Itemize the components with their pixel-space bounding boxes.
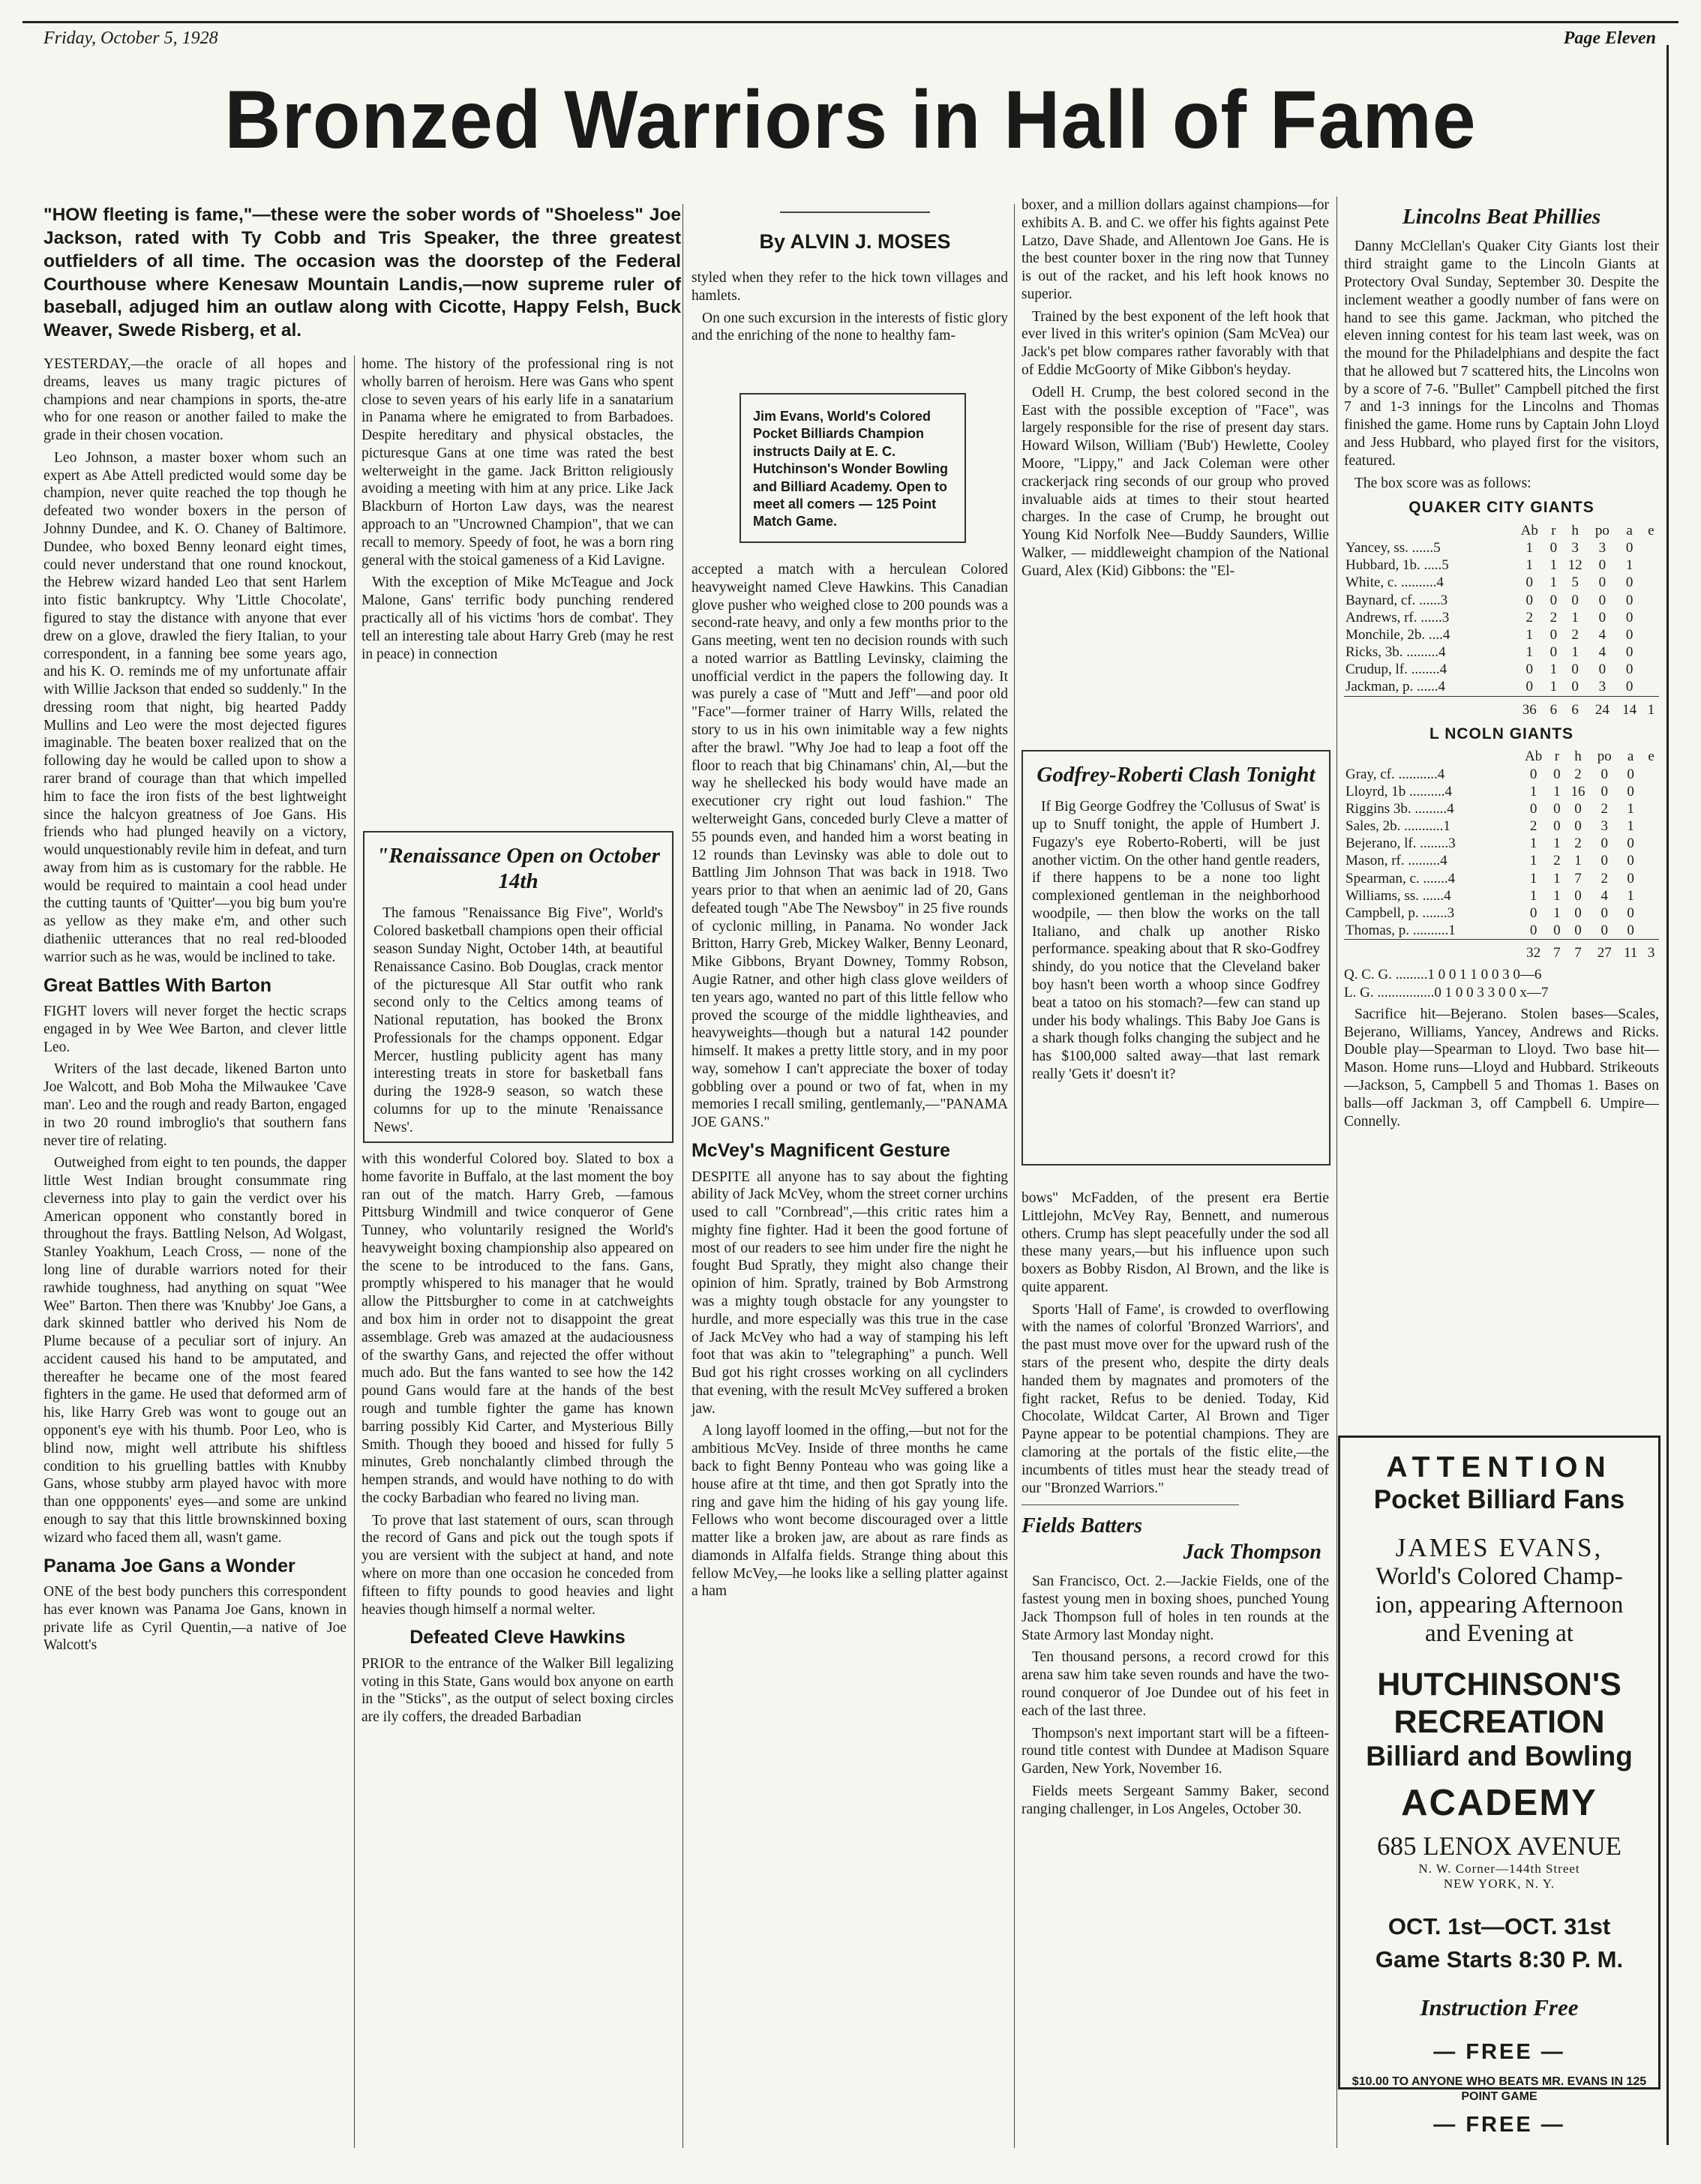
stat-cell: 1 [1571, 609, 1579, 626]
column-3 [692, 230, 1008, 350]
stat-cell: 4 [1598, 644, 1606, 661]
stat-cell: 7 [1574, 870, 1582, 886]
stat-cell: 0 [1553, 922, 1561, 939]
score-row [1344, 783, 1659, 800]
ad-venue-sub: Billiard and Bowling [1366, 1741, 1633, 1772]
player-name: Riggins 3b. .........4 [1346, 800, 1454, 817]
line-score-lg: L. G. ................0 1 0 0 3 3 0 0 x—7 [1344, 984, 1549, 1000]
paragraph: Fields meets Sergeant Sammy Baker, second ranging challenger, in Los Angeles, October 30. [1022, 1783, 1329, 1817]
paragraph: bows" McFadden, of the present era Bertie Littlejohn, McVey Ray, Bennett, and numerous others. Crump has slept peacefully under the sod all these many years,—but his influence upon such boxers as Bobby Risdon, Al Brown, and the like is quite apparent. [1022, 1190, 1329, 1295]
ad-dates: OCT. 1st—OCT. 31st [1388, 1913, 1611, 1940]
score-row [1344, 852, 1659, 869]
ad-city: NEW YORK, N. Y. [1443, 1876, 1556, 1891]
stat-cell: 1 [1627, 818, 1634, 835]
stat-cell: 16 [1570, 783, 1586, 800]
paragraph: Sacrifice hit—Bejerano. Stolen bases—Scales, Bejerano, Williams, Yancey, Andrews and Ricks. Double play—Spearman to Lloyd. Two base hit—Mason. Home runs—Lloyd and Hubbard. Strikeouts—Jackson, 5, Campbell 5 and Thomas 1. Bases on balls—off Jackman 3, off Campbell 6. Umpire—Connelly. [1344, 1006, 1659, 1130]
team-title: QUAKER CITY GIANTS [1408, 499, 1594, 517]
fields-title-line-1: Fields Batters [1022, 1514, 1143, 1538]
paragraph: To prove that last statement of ours, scan through the record of Gans and pick out the tough spots if you are versient with the subject at hand, and note where on more than one occasion he conceded from fifteen to fifty pounds to good heavies and light heavies though himself a normal welter. [362, 1512, 674, 1618]
stat-cell: 0 [1627, 904, 1634, 921]
column-4-lower [1022, 1190, 1329, 1822]
stat-cell: 1 [1550, 557, 1558, 574]
stat-cell: 1 [1550, 662, 1558, 678]
paragraph: YESTERDAY,—the oracle of all hopes and dreams, leaves us many tragic pictures of champions and near champions in sports, the-atre who for one reason or another failed to make the grade in their chosen vocation. [44, 356, 346, 444]
stat-cell: 0 [1627, 783, 1634, 800]
ad-line: and Evening at [1425, 1620, 1574, 1648]
player-name: Lloyrd, 1b ..........4 [1346, 783, 1452, 800]
stat-cell: 2 [1550, 609, 1558, 626]
stat-cell: 0 [1598, 574, 1606, 591]
player-name: Bejerano, lf. ........3 [1346, 836, 1456, 852]
ad-line: World's Colored Champ- [1376, 1563, 1623, 1591]
stat-cell: 5 [1571, 574, 1579, 591]
team-title: L NCOLN GIANTS [1429, 724, 1574, 742]
stat-cell: 1 [1526, 626, 1534, 643]
score-row [1344, 818, 1659, 835]
stat-cell: 0 [1627, 766, 1634, 782]
player-name: Yancey, ss. ......5 [1346, 540, 1441, 556]
paragraph: A long layoff loomed in the offing,—but not for the ambitious McVey. Inside of three months he came back to fight Benny Ponteau who was going like a house afire at tht time, and then got Spratly into the ring and gave him the hiding of his gay young life. Fellows who wont become discouraged over a little matter like a broken jaw, are about as rare finds as diamonds in Alfalfa fields. Strange thing about this fellow McVey,—he looks like a selling platter against a ham [692, 1423, 1008, 1600]
stat-cell: 1 [1550, 574, 1558, 591]
score-row [1344, 904, 1659, 922]
issue-date: Friday, October 5, 1928 [44, 28, 218, 48]
stat-cell: 0 [1574, 887, 1582, 904]
player-name: Ricks, 3b. .........4 [1346, 644, 1446, 661]
score-row [1344, 678, 1659, 696]
stat-cell: 3 [1600, 818, 1609, 835]
ad-venue: RECREATION [1394, 1703, 1605, 1740]
column-1 [44, 356, 346, 1659]
column-2-lower [362, 1150, 674, 1731]
ad-name: JAMES EVANS, [1395, 1533, 1604, 1563]
stat-cell: 0 [1625, 662, 1634, 678]
stat-cell: 0 [1574, 800, 1582, 817]
paragraph: Danny McClellan's Quaker City Giants lost their third straight game to the Lincoln Giants at Protectory Oval Sunday, September 30. Despite the inclement weather a goodly number of fans were on hand to see this game. Jackman, who pitched the eleven inning contest for his team last week, was on the mound for the Philadelphians and despite the fact that he allowed but 7 scattered hits, the Lincolns won by a score of 7-6. "Bullet" Campbell pitched the first 7 and 1-3 innings for the Lincolns and Thomas finished the game. Home runs by Captain John Lloyd and Jess Hubbard, who played first for the visitors, featured. [1344, 238, 1659, 469]
score-row [1344, 887, 1659, 904]
stat-cell: 0 [1625, 644, 1634, 661]
ad-instruction: Instruction Free [1420, 1994, 1579, 2020]
subheading: Great Battles With Barton [44, 974, 272, 996]
ad-free: — FREE — [1433, 2113, 1565, 2138]
score-row [1344, 556, 1659, 574]
stat-cell: 0 [1571, 679, 1579, 695]
player-name: Andrews, rf. ......3 [1346, 609, 1450, 626]
score-row [1344, 766, 1659, 783]
right-edge-rule [1666, 45, 1669, 2145]
player-name: White, c. ..........4 [1346, 574, 1444, 591]
stat-cell: 1 [1553, 904, 1561, 921]
stat-cell: 0 [1529, 922, 1538, 939]
score-row [1344, 870, 1659, 887]
paragraph: Trained by the best exponent of the left hook that ever lived in this writer's opinion (Sam McVea) our Jack's pet blow compares rather favorably with that of Eddie McGoorty of Mike Gibbon's heyday. [1022, 308, 1329, 379]
column-5 [1344, 204, 1659, 1135]
stat-cell: 2 [1600, 800, 1609, 817]
page-number: Page Eleven [1563, 28, 1656, 48]
stat-cell: 4 [1598, 626, 1606, 643]
stat-cell: 0 [1625, 626, 1634, 643]
player-name: Spearman, c. .......4 [1346, 870, 1456, 886]
score-row [1344, 626, 1659, 644]
renaissance-box [363, 831, 674, 1143]
player-name: Sales, 2b. ...........1 [1346, 818, 1450, 835]
ad-academy: ACADEMY [1401, 1782, 1598, 1823]
score-row [1344, 592, 1659, 609]
paragraph: home. The history of the professional ring is not wholly barren of heroism. Here was Gans who spent close to seven years of his early life in a sanatarium in Panama where he emigrated to from Barbadoes. Despite hereditary and physical obstacles, the picturesque Gans at one time was rated the best welterweight in the game. Jack Britton religiously avoiding a meeting with him at any price. Like Jack Blackburn of Horton Law days, was the nearest approach to an "Uncrowned Champion", that we can recall to memory. Speedy of foot, he was a born ring general with the stoical gameness of a Kid Lavigne. [362, 356, 674, 568]
paragraph: DESPITE all anyone has to say about the fighting ability of Jack McVey, whom the street corner urchins used to call "Cornbread",—this critic rates him a mighty fine fighter. Had it been the good fortune of most of our readers to see him under fire the night he fought Bud Spratly, they might also change their opinion of him. Spratly, trained by Bob Armstrong was a mighty tough obstacle for any youngster to hurdle, and more especially was this true in the case of Jack McVey who had a way of stamping his left foot that was akin to "telegraphing" a punch. Well Bud got his right crosses working on all cyclinders that evening, with the result McVey suffered a broken jaw. [692, 1168, 1008, 1417]
subheading: Defeated Cleve Hawkins [410, 1627, 626, 1648]
subheading: Panama Joe Gans a Wonder [44, 1555, 296, 1576]
stat-cell: 0 [1627, 870, 1634, 886]
ad-line: ion, appearing Afternoon [1375, 1592, 1624, 1619]
stat-cell: 1 [1553, 783, 1561, 800]
stat-cell: 0 [1571, 592, 1579, 608]
paragraph: Writers of the last decade, likened Barton unto Joe Walcott, and Bob Moha the Milwaukee 'Cave man'. Leo and the rough and ready Barton, engaged in two 20 round imbroglio's that southern fans never tire of relating. [44, 1061, 346, 1149]
stat-cell: 1 [1627, 800, 1634, 817]
column-4 [1022, 196, 1329, 584]
box-body: If Big George Godfrey the 'Collusus of Swat' is up to Snuff tonight, the apple of Humbert J. Fugazy's eye Roberto-Roberti, will be just another victim. On the other hand gentle readers, if there happens to be a none too light complexioned gentleman in the neighborhood woodpile, — then blow the works on the tall Italiano, and chalk up another Risko performance. speaking about that R sko-Godfrey shindy, do you notice that the Cleveland baker boy hasn't been worth a whoop since Godfrey beat a tatoo on his stomach?—few can stand up under his body whalings. This Baby Joe Gans is a shark though folks changing the subject and he has $100,000 salted away—that last remark really 'Gets it' doesn't it? [1032, 799, 1320, 1082]
baseball-headline: Lincolns Beat Phillies [1402, 205, 1601, 229]
stat-cell: 0 [1550, 626, 1558, 643]
ad-venue: HUTCHINSON'S [1377, 1666, 1622, 1703]
column-2 [362, 356, 674, 668]
stat-cell: 4 [1600, 887, 1609, 904]
deck-text: "HOW fleeting is fame,"—these were the sober words of "Shoeless" Joe Jackson, rated with Ty Cobb and Tris Speaker, the three greatest outfielders of all time. The occasion was the doorstep of the Federal Courthouse where Kenesaw Mountain Landis,—now supreme ruler of baseball, adjuged him an outlaw along with Cicotte, Happy Felsh, Buck Weaver, Swede Risberg, et al. [44, 205, 681, 341]
paragraph: PRIOR to the entrance of the Walker Bill legalizing voting in this State, Gans would box anyone on earth in the "Sticks", as the output of select boxing circles are ily coffers, the dreaded Barbadian [362, 1655, 674, 1726]
player-name: Gray, cf. ...........4 [1346, 766, 1445, 782]
ad-offer: $10.00 TO ANYONE WHO BEATS MR. EVANS IN 125 POINT GAME [1352, 2074, 1647, 2104]
stat-cell: 1 [1627, 887, 1634, 904]
stat-cell: 0 [1598, 592, 1606, 608]
box-score-quaker [1344, 522, 1659, 718]
stat-cell: 1 [1526, 644, 1534, 661]
paragraph: ONE of the best body punchers this correspondent has ever known was Panama Joe Gans, known in private life as Cyril Quentin,—a native of Joe Walcott's [44, 1584, 346, 1654]
stat-cell: 0 [1571, 662, 1579, 678]
score-row [1344, 800, 1659, 818]
player-name: Campbell, p. .......3 [1346, 904, 1455, 921]
player-name: Jackman, p. ......4 [1346, 679, 1445, 695]
score-row [1344, 574, 1659, 591]
stat-cell: 0 [1625, 574, 1634, 591]
player-name: Mason, rf. .........4 [1346, 853, 1448, 869]
score-total-row: 32 7 7 27 11 3 [1344, 940, 1659, 962]
ad-address: 685 LENOX AVENUE [1376, 1831, 1622, 1861]
stat-cell: 0 [1526, 679, 1534, 695]
stat-cell: 2 [1600, 870, 1609, 886]
stat-cell: 1 [1526, 540, 1534, 556]
stat-cell: 1 [1550, 679, 1558, 695]
column-divider [682, 204, 683, 2148]
stat-cell: 0 [1625, 540, 1634, 556]
stat-cell: 1 [1529, 783, 1538, 800]
score-row [1344, 661, 1659, 678]
paragraph: San Francisco, Oct. 2.—Jackie Fields, one of the fastest young men in boxing shoes, punched Young Jack Thompson full of holes in ten rounds at the State Armory last Monday night. [1022, 1574, 1329, 1643]
stat-cell: 0 [1625, 679, 1634, 695]
stat-cell: 0 [1550, 592, 1558, 608]
stat-cell: 0 [1574, 904, 1582, 921]
stat-cell: 1 [1574, 853, 1582, 869]
stat-cell: 2 [1526, 609, 1534, 626]
score-total-row: 36 6 6 24 14 1 [1344, 696, 1659, 718]
stat-cell: 1 [1529, 887, 1538, 904]
stat-cell: 0 [1600, 783, 1609, 800]
ad-free: — FREE — [1433, 2040, 1565, 2065]
article-deck [44, 204, 681, 343]
main-headline: Bronzed Warriors in Hall of Fame [224, 74, 1477, 166]
stat-cell: 0 [1598, 609, 1606, 626]
stat-cell: 0 [1529, 766, 1538, 782]
paragraph: styled when they refer to the hick town villages and hamlets. [692, 269, 1008, 304]
score-header: Ab r h po a e [1524, 748, 1654, 765]
ad-attention: ATTENTION [1386, 1451, 1612, 1484]
player-name: Thomas, p. ..........1 [1346, 922, 1456, 939]
godfrey-box [1022, 750, 1330, 1166]
stat-cell: 0 [1600, 853, 1609, 869]
paragraph: Leo Johnson, a master boxer whom such an expert as Abe Attell predicted would some day be champion, never quite reached the top though he defeated two wonder boxers in the person of Johnny Dundee, and K. O. Chaney of Baltimore. Dundee, who boxed Benny leonard eight times, could never understand that one round knockout, the Hebrew wizard handed Leo that sent Harlem into fistic bankruptcy. Why 'Little Chocolate', figured to stay the distance with anyone that ever drew on a glove, drawled the fiery Italian, to your correspondent, in a fanning bee some years ago, and his K. O. reminds me of my unfortunate affair with Willie Jackson that ended so suddenly." In the dressing room that night, big hearted Paddy Mullins and Leo were the most dejected figures imaginable. The beaten boxer realized that on the following day he would be called upon to show a rarer brand of courage than that which impelled him to face the iron fists of the best lightweight since the halcyon greatness of Joe Gans. His friends who had plunged heavily on a victory, would unquestionably revile him in defeat, and turn away from him as is customary for the rabble. He would be required to maintain a cool head under the cutting taunts of 'Quitter'—you big bum you're as yellow as they make e'm, and other such diatheniic utterances that no real red-blooded warrior such as he was, would be inclined to take. [44, 449, 346, 965]
stat-cell: 0 [1627, 922, 1634, 939]
column-divider [1014, 204, 1015, 2148]
fields-title-line-2: Jack Thompson [1183, 1540, 1322, 1564]
paragraph: boxer, and a million dollars against champions—for exhibits A. B. and C. we offer his fights against Pete Latzo, Dave Shade, and Allentown Joe Gans. He is the best counter boxer in the ring now that Tunney is out of the racket, and his left hook knows no superior. [1022, 197, 1329, 302]
stat-cell: 1 [1553, 870, 1561, 886]
stat-cell: 2 [1529, 818, 1538, 835]
stat-cell: 0 [1550, 540, 1558, 556]
column-divider [354, 356, 355, 2148]
stat-cell: 1 [1571, 644, 1579, 661]
stat-cell: 0 [1526, 574, 1534, 591]
stat-cell: 0 [1627, 836, 1634, 852]
player-name: Monchile, 2b. ....4 [1346, 626, 1450, 643]
stat-cell: 0 [1598, 557, 1606, 574]
stat-cell: 0 [1598, 662, 1606, 678]
stat-cell: 0 [1600, 922, 1609, 939]
top-rule [22, 21, 1678, 23]
player-name: Hubbard, 1b. .....5 [1346, 557, 1449, 574]
stat-cell: 12 [1568, 557, 1582, 574]
stat-cell: 0 [1600, 904, 1609, 921]
stat-cell: 3 [1598, 540, 1606, 556]
player-name: Crudup, lf. ........4 [1346, 662, 1448, 678]
stat-cell: 0 [1553, 800, 1561, 817]
byline: By ALVIN J. MOSES [759, 230, 951, 253]
score-header: Ab r h po a e [1520, 522, 1654, 538]
paragraph: accepted a match with a herculean Colored heavyweight named Cleve Hawkins. This Canadian glove pusher who weighed close to 200 pounds was a second-rate heavy, and only a few months prior to the Gans meeting, went ten no decision rounds with such a noted warrior as Battling Levinsky, claiming the unofficial verdict in the papers the following day. It was purely a case of "Mutt and Jeff"—and poor old "Face"—former trainer of Harry Wills, related the story to us in his own inimitable way a few nights after the brawl. "Why Joe had to leap a foot off the floor to reach that big Chinamans' chin, Al,—but the way he shellecked his body would have made an executioner cry right out loud fashion." The welterweight Gans, conceded burly Cleve a matter of 55 pounds even, and handed him a worst beating in 12 rounds than Levinsky was able to dole out to Battling Jim Johnson That was back in 1918. Two years prior to that when an aenimic lad of 20, Gans defeated tough "Abe The Newsboy" in 25 five rounds of cyclonic milling, in Panama. No wonder Jack Britton, Harry Greb, Mickey Walker, Benny Leonard, Mike Gibbons, Bryant Downey, Tommy Robson, Augie Ratner, and other high class glove weilders of ten years ago, wanted no part of this little fellow who proved the scourge of the middle lightheavies, and heavyweights—though but a natural 142 pounder himself. It makes a pretty little story, and in my poor way, somehow I can't appreciate the boxer of today gobbling over a pound or two of fat, when in my memories I recall smiling, gentlemanly,—"PANAMA JOE GANS." [692, 562, 1008, 1131]
player-name: Baynard, cf. ......3 [1346, 592, 1448, 608]
stat-cell: 0 [1529, 904, 1538, 921]
notice-text: Jim Evans, World's Colored Pocket Billiards Champion instructs Daily at E. C. Hutchinson's Wonder Bowling and Billiard Academy. Open to meet all comers — 125 Point Match Game. [753, 409, 948, 530]
stat-cell: 0 [1526, 662, 1534, 678]
stat-cell: 0 [1553, 818, 1561, 835]
box-score-lincoln [1344, 748, 1659, 962]
stat-cell: 2 [1571, 626, 1579, 643]
ad-subtitle: Pocket Billiard Fans [1373, 1484, 1625, 1514]
paragraph: FIGHT lovers will never forget the hectic scraps engaged in by Wee Wee Barton, and clever little Leo. [44, 1004, 346, 1055]
fields-headline [1022, 1513, 1329, 1565]
stat-cell: 1 [1625, 557, 1634, 574]
column-3-lower [692, 561, 1008, 1605]
ad-corner: N. W. Corner—144th Street [1418, 1862, 1580, 1876]
stat-cell: 0 [1600, 766, 1609, 782]
paragraph: with this wonderful Colored boy. Slated to box a home favorite in Buffalo, at the last moment the boy ran out of the match. Harry Greb, —famous Pittsburg Windmill and twice conqueror of Gene Tunney, who voluntarily resigned the World's heavyweight boxing championship also appeared on the scene to be introduced to the fans. Gans, promptly whispered to his manager that he would allow the Pittsburgher to come in at catchweights and box him in order not to disappoint the great assemblage. Greb was amazed at the audaciousness of the swarthy Gans, and rejected the offer without much ado. But the fans wanted to see how the 142 pound Gans would fare at the hands of the best rough and tumble fighter the game has known barring possibly Kid Carter, and Mysterious Billy Smith. Though they booed and hissed for fully 5 minutes, Greb nonchalantly climbed through the hempen strands, and would have nothing to do with the cocky Barbadian who feared no living man. [362, 1151, 674, 1506]
score-row [1344, 922, 1659, 940]
stat-cell: 0 [1526, 592, 1534, 608]
stat-cell: 0 [1627, 853, 1634, 869]
box-title: "Renaissance Open on October 14th [376, 844, 660, 894]
paragraph: Ten thousand persons, a record crowd for this arena saw him take seven rounds and have the two-round conqueror of Joe Dundee out of his feet in each of the last three. [1022, 1649, 1329, 1719]
box-body: The famous "Renaissance Big Five", World's Colored basketball champions open their official season Sunday Night, October 14th, at beautiful Renaissance Casino. Bob Douglas, crack mentor of the picturesque All Star outfit who rank second only to the Celtics among teams of National reputation, has booked the Bronx Professionals for the champs opponent. Edgar Mercer, hustling publicity agent has many interesting treats in store for basketball fans during the 1928-9 season, so watch these columns for up to the minute 'Renaissance News'. [374, 905, 663, 1136]
stat-cell: 1 [1553, 887, 1561, 904]
paragraph: Outweighed from eight to ten pounds, the dapper little West Indian brought consummate ring cleverness into play to gain the verdict over his American opponent who constantly bored in throughout the frays. Battling Nelson, Ad Wolgast, Stanley Yoakhum, Leach Cross, — none of the long line of durable warriors noted for their rawhide toughness, had anything on squat "Wee Wee" Barton. Then there was 'Knubby' Joe Gans, a dark skinned battler who derived his Nom de Plume because of a peculiar sort of injury. An accident caused his hand to be amputated, and thereafter he became one of the most feared fighters in the game. He used that deformed arm of his, like Harry Greb was wont to gouge out an opponent's eye with his thumb. Poor Leo, who is blind now, might well attribute his shiftless condition to his gruelling battles with Knubby Gans, whose stubby arm played havoc with more than one oppponents' eyes—and some are unkind enough to say that this little brownskinned boxing wizard who faced them all, wasn't game. [44, 1155, 346, 1546]
stat-cell: 2 [1553, 853, 1561, 869]
ad-time: Game Starts 8:30 P. M. [1375, 1946, 1624, 1972]
paragraph: Odell H. Crump, the best colored second in the East with the possible exception of "Face", was largely responsible for the rise of present day stars. Howard Wilson, William ('Bub') Hewlette, Cooley Moore, "Lippy," and Jack Coleman were other crackerjack ring seconds of our group who proved invaluable aids at times to their stout hearted charges. In the case of Crump, he brought out Young Kid Norfolk Nee—Buddy Saunders, Willie Walker, — middleweight champion of the National Guard, Alex (Kid) Gibbons: the "El- [1022, 384, 1329, 579]
score-row [1344, 609, 1659, 626]
stat-cell: 0 [1600, 836, 1609, 852]
billiard-ad [1338, 1436, 1660, 2138]
score-row [1344, 835, 1659, 852]
player-name: Williams, ss. ......4 [1346, 887, 1451, 904]
evans-notice-box [740, 393, 966, 543]
stat-cell: 3 [1598, 679, 1606, 695]
score-row [1344, 539, 1659, 556]
stat-cell: 1 [1553, 836, 1561, 852]
stat-cell: 0 [1625, 592, 1634, 608]
column-divider [1336, 196, 1337, 2148]
paragraph: On one such excursion in the interests of fistic glory and the enriching of the none to healthy fam- [692, 310, 1008, 344]
stat-cell: 0 [1553, 766, 1561, 782]
paragraph: Thompson's next important start will be a fifteen-round title contest with Dundee at Madison Square Garden, New York, November 16. [1022, 1725, 1329, 1778]
stat-cell: 3 [1571, 540, 1579, 556]
stat-cell: 2 [1574, 766, 1582, 782]
box-title: Godfrey-Roberti Clash Tonight [1036, 763, 1316, 787]
stat-cell: 0 [1574, 922, 1582, 939]
stat-cell: 0 [1574, 818, 1582, 835]
stat-cell: 1 [1529, 836, 1538, 852]
paragraph: Sports 'Hall of Fame', is crowded to overflowing with the names of colorful 'Bronzed Warriors', and the past must move over for the upward rush of the stars of the present who, despite the dirty deals handed them by magnates and promoters of the fight racket, Refus to be denied. Today, Kid Chocolate, Wildcat Carter, Al Brown and Tiger Payne appear to be potential champions. They are clamoring at the portals of the fistic elite,—the incumbents of titles must hear the steady tread of our "Bronzed Warriors." [1022, 1301, 1329, 1496]
stat-cell: 1 [1529, 870, 1538, 886]
stat-cell: 0 [1529, 800, 1538, 817]
line-score-qcg: Q. C. G. .........1 0 0 1 1 0 0 3 0—6 [1344, 967, 1542, 983]
paragraph: The box score was as follows: [1354, 475, 1532, 491]
stat-cell: 0 [1550, 644, 1558, 661]
stat-cell: 1 [1526, 557, 1534, 574]
score-row [1344, 644, 1659, 661]
paragraph: With the exception of Mike McTeague and Jock Malone, Gans' terrific body punching rendered practically all of his victims 'hors de combat'. They tell an interesting tale about Harry Greb (may he rest in peace) in connection [362, 574, 674, 662]
stat-cell: 2 [1574, 836, 1582, 852]
subheading: McVey's Magnificent Gesture [692, 1140, 950, 1161]
byline-rule [780, 212, 930, 213]
stat-cell: 1 [1529, 853, 1538, 869]
stat-cell: 0 [1625, 609, 1634, 626]
